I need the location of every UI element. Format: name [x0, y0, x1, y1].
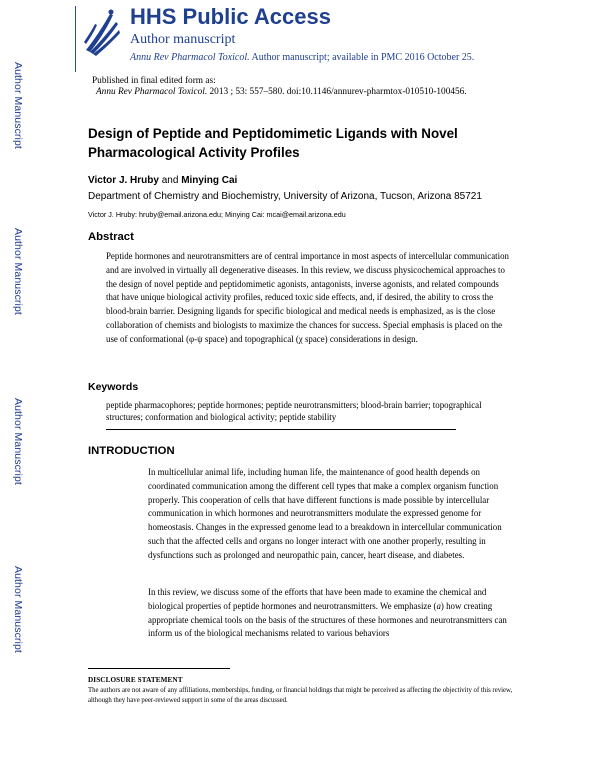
intro-p2-start: In this review, we discuss some of the efforts that have been made to examine the chemical and biological properties of peptide hormones and neurotransmitters. We emphasize ( — [148, 587, 487, 611]
published-note — [92, 76, 467, 98]
hhs-public-access-title: HHS Public Access — [130, 4, 331, 29]
side-label-author-manuscript: Author Manuscript — [12, 566, 24, 653]
paper-title-line1: Design of Peptide and Peptidomimetic Ligands with Novel — [88, 126, 458, 141]
published-journal: Annu Rev Pharmacol Toxicol. — [96, 87, 208, 97]
header-citation-rest: Author manuscript; available in PMC 2016 October 25. — [249, 52, 475, 63]
author-list — [88, 175, 237, 186]
header-citation — [130, 52, 474, 63]
author-conjunction: and — [158, 175, 182, 186]
keywords-heading: Keywords — [88, 381, 139, 393]
published-details: 2013 ; 53: 557–580. doi:10.1146/annurev-pharmtox-010510-100456. — [207, 87, 467, 97]
side-label-author-manuscript: Author Manuscript — [12, 62, 24, 149]
intro-p2-end: ) how creating appropriate chemical tools on the basis of the structures of these hormones and neurotransmitters can inform us of the biological mechanisms related to various behaviors — [148, 600, 507, 639]
header-journal: Annu Rev Pharmacol Toxicol. — [130, 52, 250, 63]
published-citation — [92, 87, 467, 98]
keywords-divider — [106, 429, 456, 430]
affiliation: Department of Chemistry and Biochemistry, University of Arizona, Tucson, Arizona 85721 — [88, 191, 482, 202]
abstract-text: Peptide hormones and neurotransmitters are of central importance in most aspects of intercellular communication and are involved in virtually all degenerative diseases. In this review, we discuss physicochemical approaches to the design of novel peptide and peptidomimetic agonists, antagonists, inverse agonists, and related compounds that have unique biological activity profiles, reduced toxic side effects, and, if desired, the ability to cross the blood-brain barrier. Designing ligands for specific biological and medical needs is emphasized, as is the close collaboration of chemists and biologists to maximize the chances for success. Special emphasis is placed on the use of conformational (φ-ψ space) and topographical (χ space) considerations in design. — [106, 251, 509, 344]
intro-p2-enum: a — [436, 600, 441, 611]
side-label-author-manuscript: Author Manuscript — [12, 228, 24, 315]
paper-title — [88, 124, 558, 162]
keywords-text: peptide pharmacophores; peptide hormones; peptide neurotransmitters; blood-brain barrier; topographical structures; conformation and biological activity; peptide stability — [106, 400, 482, 422]
disclosure-text: The authors are not aware of any affiliations, memberships, funding, or financial holdings that might be perceived as affecting the objectivity of this review, although they have peer-reviewed support in some of the areas discussed. — [88, 687, 513, 704]
side-label-author-manuscript: Author Manuscript — [12, 398, 24, 485]
introduction-heading: INTRODUCTION — [88, 445, 175, 457]
disclosure-heading: DISCLOSURE STATEMENT — [88, 676, 183, 684]
introduction-paragraph — [148, 586, 516, 641]
author-name: Minying Cai — [181, 175, 238, 186]
introduction-paragraph: In multicellular animal life, including human life, the maintenance of good health depends on coordinated communication among the different cell types that make a complex organism function properly. This cooperation of cells that have different functions is made possible by intercellular communication in which hormones and neurotransmitters modulate the expressed genome for homeostasis. Changes in the expressed genome lead to a breakdown in intercellular communication such that the affected cells and organs no longer interact with one another properly, resulting in dysfunctions such as prolonged and neuropathic pain, cancer, heart disease, and diabetes. — [148, 467, 502, 560]
author-emails: Victor J. Hruby: hruby@email.arizona.edu; Minying Cai: mcai@email.arizona.edu — [88, 210, 346, 219]
author-name: Victor J. Hruby — [88, 175, 159, 186]
paper-title-line2: Pharmacological Activity Profiles — [88, 145, 300, 160]
footnote-divider — [88, 668, 230, 669]
header-divider — [75, 6, 76, 72]
hhs-eagle-logo-icon — [80, 6, 122, 58]
published-label: Published in final edited form as: — [92, 76, 216, 86]
author-manuscript-subtitle: Author manuscript — [130, 32, 236, 47]
abstract-heading: Abstract — [88, 231, 134, 243]
